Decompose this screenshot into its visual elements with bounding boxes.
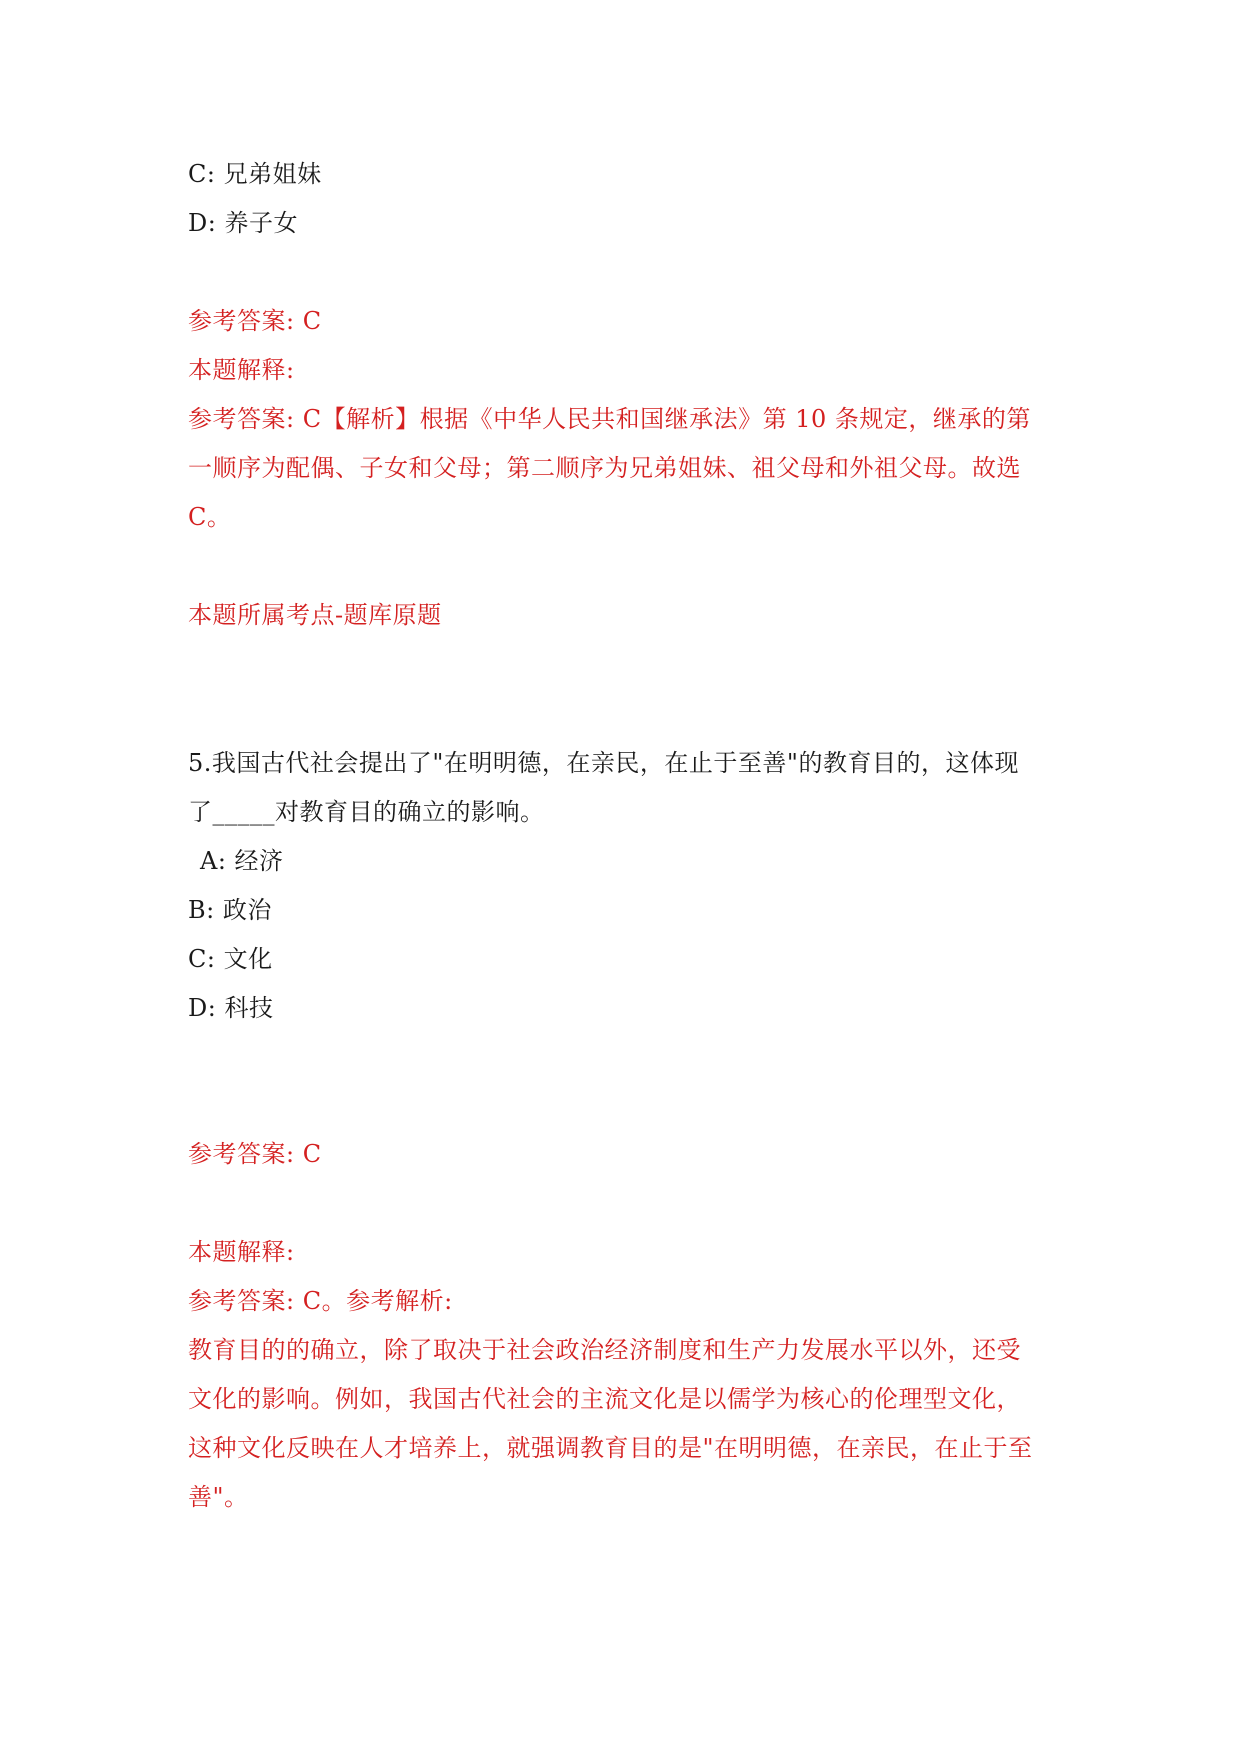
q5-explanation-line-1: 参考答案: C。参考解析: — [188, 1287, 453, 1315]
q5-explanation-line-3: 文化的影响。例如，我国古代社会的主流文化是以儒学为核心的伦理型文化， — [188, 1385, 1021, 1413]
q5-question-line-2: 了_____对教育目的确立的影响。 — [188, 798, 545, 826]
q5-option-a: A: 经济 — [200, 847, 284, 875]
q5-explanation-line-4: 这种文化反映在人才培养上，就强调教育目的是"在明明德，在亲民，在止于至 — [188, 1434, 1033, 1462]
q5-explanation-label: 本题解释: — [188, 1238, 295, 1266]
q4-explanation-line-3: C。 — [188, 503, 232, 531]
q4-explanation-line-2: 一顺序为配偶、子女和父母；第二顺序为兄弟姐妹、祖父母和外祖父母。故选 — [188, 454, 1021, 482]
q5-answer: 参考答案: C — [188, 1140, 322, 1168]
q5-option-b: B: 政治 — [188, 896, 272, 924]
q5-explanation-line-2: 教育目的的确立，除了取决于社会政治经济制度和生产力发展水平以外，还受 — [188, 1336, 1021, 1364]
q4-topic: 本题所属考点-题库原题 — [188, 601, 442, 629]
q4-option-c: C: 兄弟姐妹 — [188, 160, 322, 188]
q5-option-c: C: 文化 — [188, 945, 273, 973]
q5-explanation-line-5: 善"。 — [188, 1483, 249, 1511]
q5-question-line-1: 5.我国古代社会提出了"在明明德，在亲民，在止于至善"的教育目的，这体现 — [188, 749, 1019, 777]
q4-explanation-label: 本题解释: — [188, 356, 295, 384]
q4-explanation-line-1: 参考答案: C【解析】根据《中华人民共和国继承法》第 10 条规定，继承的第 — [188, 405, 1031, 433]
q4-answer: 参考答案: C — [188, 307, 322, 335]
q4-option-d: D: 养子女 — [188, 209, 298, 237]
q5-option-d: D: 科技 — [188, 994, 274, 1022]
